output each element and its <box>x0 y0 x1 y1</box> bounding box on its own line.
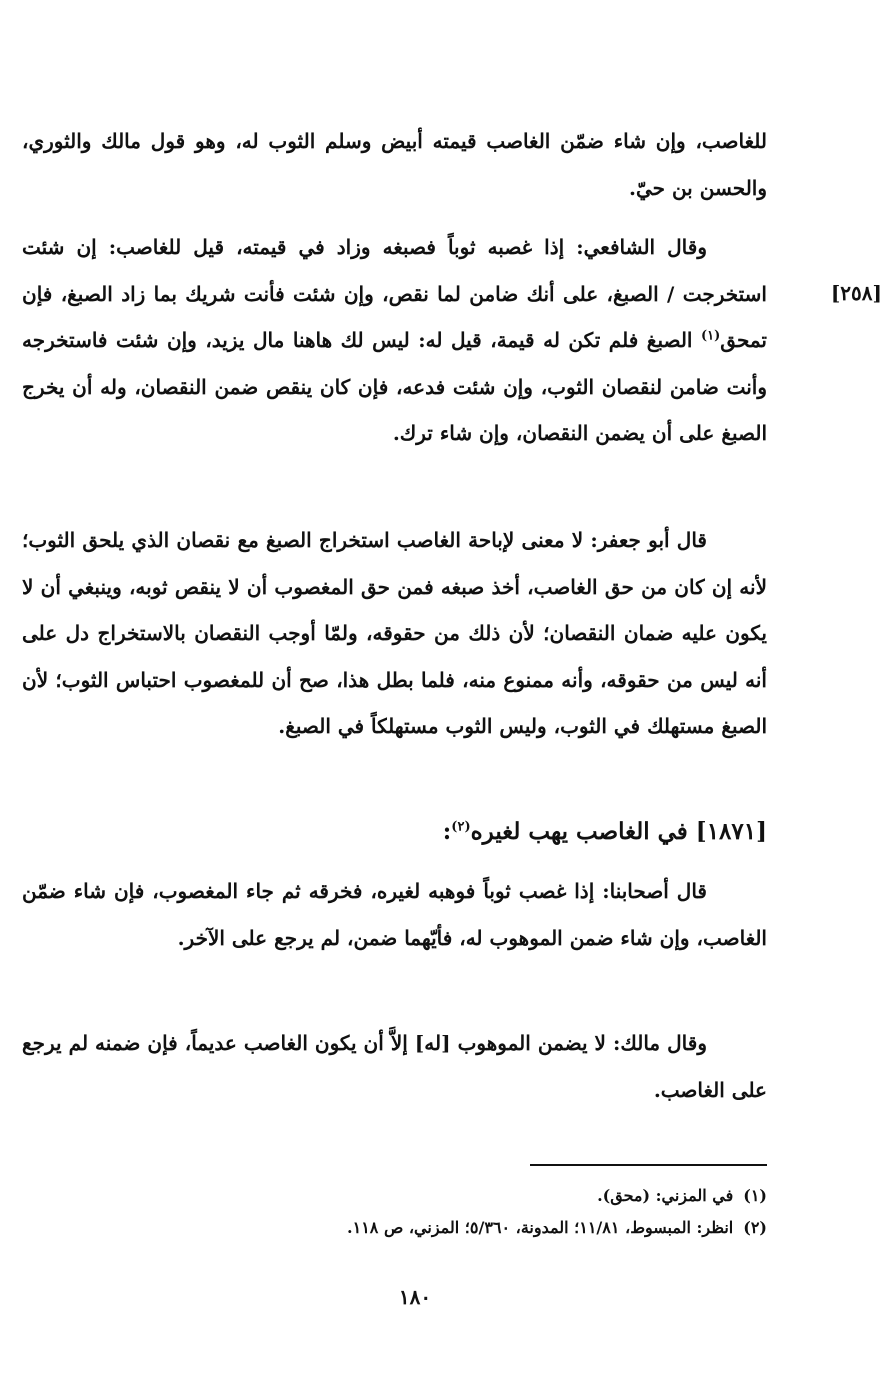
section-suffix: : <box>442 818 452 845</box>
footnote-item <box>150 1180 767 1212</box>
paragraph-continuation <box>22 118 767 211</box>
paragraph-text-part: الصبغ فلم تكن له قيمة، قيل له: ليس لك هاهنا مال يزيد، وإن شئت فاستخرجه وأنت ضامن لنقصان الثوب، وإن شئت فدعه، فإن كان ينقص ضمن النقصان، وله أن يخرج الصبغ على أن يضمن النقصان، وإن شاء ترك. <box>22 328 767 445</box>
footnote-text: في المزني: (محق). <box>597 1186 734 1205</box>
manuscript-page-marker: [٢٥٨] <box>830 281 882 305</box>
paragraph-ashab <box>22 868 767 961</box>
footnote-divider <box>530 1164 767 1166</box>
paragraph-abujafar <box>22 517 767 750</box>
paragraph-text: قال أبو جعفر: لا معنى لإباحة الغاصب استخراج الصبغ مع نقصان الذي يلحق الثوب؛ لأنه إن كان من حق الغاصب، أخذ صبغه فمن حق المغصوب أن لا ينقص ثوبه، وينبغي أن لا يكون عليه ضمان النقصان؛ لأن ذلك من حقوقه، ولمّا أوجب النقصان بالاستخراج دل على أنه ليس من حقوقه، وأنه ممنوع منه، فلما بطل هذا، صح أن للمغصوب احتباس الثوب؛ لأن الصبغ مستهلك في الثوب، وليس الثوب مستهلكاً في الصبغ. <box>22 528 767 738</box>
section-title: في الغاصب يهب لغيره <box>470 818 688 845</box>
footnote-number: (٢) <box>743 1218 767 1237</box>
footnote-text: انظر: المبسوط، ١١/٨١؛ المدونة، ٥/٣٦٠؛ المزني، ص ١١٨. <box>347 1218 734 1237</box>
footnote-number: (١) <box>743 1186 767 1205</box>
footnotes <box>150 1180 767 1244</box>
section-heading <box>22 810 767 854</box>
paragraph-shafii <box>22 224 767 457</box>
page-number: ١٨٠ <box>398 1285 432 1309</box>
paragraph-text: قال أصحابنا: إذا غصب ثوباً فوهبه لغيره، فخرقه ثم جاء المغصوب، فإن شاء ضمّن الغاصب، وإن شاء ضمن الموهوب له، فأيّهما ضمن، لم يرجع على الآخر. <box>22 879 767 950</box>
section-number: [١٨٧١] <box>695 818 767 845</box>
paragraph-text-part: وقال الشافعي: إذا غصبه ثوباً فصبغه وزاد في قيمته، قيل للغاصب: إن شئت استخرجت / الصبغ، على أنك ضامن لما نقص، وإن شئت فأنت شريك بما زاد الصبغ، فإن تمحق <box>22 235 767 352</box>
paragraph-text: وقال مالك: لا يضمن الموهوب [له] إلاَّ أن يكون الغاصب عديماً، فإن ضمنه لم يرجع على الغاصب. <box>22 1031 767 1102</box>
paragraph-text <box>22 224 767 457</box>
footnote-reference-1: (١) <box>700 328 721 344</box>
footnote-reference-2: (٢) <box>451 819 471 835</box>
footnote-item <box>150 1212 767 1244</box>
paragraph-malik <box>22 1020 767 1113</box>
paragraph-text: للغاصب، وإن شاء ضمّن الغاصب قيمته أبيض وسلم الثوب له، وهو قول مالك والثوري، والحسن بن حيّ. <box>22 129 767 200</box>
